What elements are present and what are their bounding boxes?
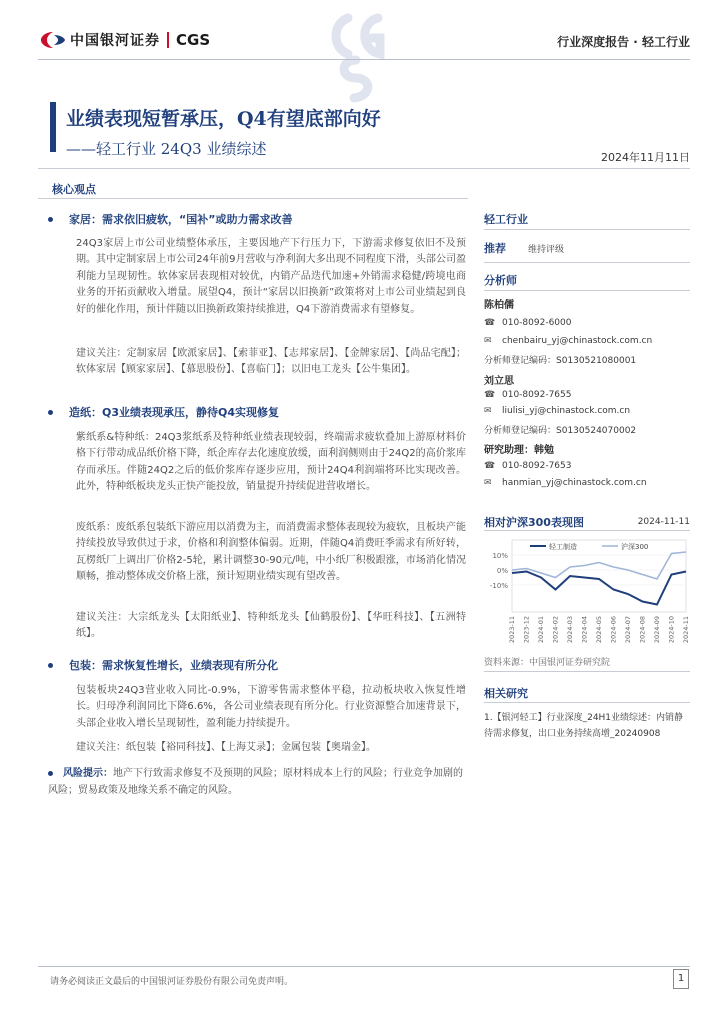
analyst-phone: ☎ 010-8092-6000 bbox=[484, 318, 572, 328]
chart-series-line-csi300 bbox=[512, 552, 686, 579]
chart-x-tick-label: 2024-11 bbox=[682, 616, 690, 644]
chart-source: 资料来源：中国银河证券研究院 bbox=[484, 658, 611, 668]
chart-x-tick-label: 2024-01 bbox=[537, 616, 545, 644]
cgs-watermark-icon bbox=[318, 8, 408, 104]
chart-x-tick-label: 2024-03 bbox=[566, 616, 574, 644]
sidebar-divider bbox=[484, 290, 690, 291]
brand-name-en: CGS bbox=[176, 31, 211, 49]
paragraph-home-summary: 24Q3家居上市公司业绩整体承压，主要因地产下行压力下，下游需求修复依旧不及预期。其中定制家居上市公司24年前9月营收与净利润大多出现不同程度下滑，头部公司盈利能力呈现韧性。软体家居表现相对较优，内销产品迭代加速+外销需求稳健/跨境电商业务的开拓贡献收入增量。展望Q4，预计“家居以旧换新”政策将对上市公司业绩起到良好的催化作用，预计伴随以旧换新政策持续推进，Q4下游消费需求有望修复。 bbox=[76, 238, 466, 315]
assistant-name: 研究助理：韩勉 bbox=[484, 445, 554, 456]
chart-x-tick-label: 2023-12 bbox=[522, 616, 531, 644]
bullet-icon bbox=[48, 217, 53, 222]
phone-icon: ☎ bbox=[484, 461, 496, 471]
paragraph-packaging-summary: 包装板块24Q3营业收入同比-0.9%，下游零售需求整体平稳，拉动板块收入恢复性增长。归母净利润同比下降6.6%，各公司业绩表现有所分化。行业资源整合加速背景下，头部企业收入增长呈现韧性，盈利能力持续提升。 bbox=[76, 685, 466, 729]
report-title: 业绩表现短暂承压，Q4有望底部向好 bbox=[66, 108, 381, 130]
sidebar-divider bbox=[484, 671, 690, 672]
title-accent-bar bbox=[50, 102, 56, 152]
brand-divider bbox=[167, 32, 169, 48]
rating-row bbox=[484, 240, 690, 256]
core-divider bbox=[38, 198, 468, 199]
chart-y-tick-label: 0% bbox=[496, 567, 508, 575]
industry-label: 轻工行业 bbox=[484, 213, 528, 226]
section-heading-packaging: 包装：需求恢复性增长，业绩表现有所分化 bbox=[48, 657, 278, 673]
chart-title: 相对沪深300表现图 bbox=[484, 516, 584, 529]
chart-x-tick-label: 2024-04 bbox=[580, 616, 589, 644]
email-icon: ✉ bbox=[484, 336, 492, 346]
risk-label: 风险提示： bbox=[63, 768, 113, 779]
sidebar-divider bbox=[484, 702, 690, 703]
sidebar-divider bbox=[484, 262, 690, 263]
chart-date: 2024-11-11 bbox=[637, 517, 690, 527]
paragraph-paper-picks: 建议关注：大宗纸龙头【太阳纸业】、特种纸龙头【仙鹤股份】、【华旺科技】、【五洲特纸】。 bbox=[76, 612, 466, 640]
analyst-name: 陈柏儒 bbox=[484, 300, 514, 311]
bullet-icon bbox=[48, 410, 53, 415]
sidebar-divider bbox=[484, 229, 690, 230]
analyst-cert: 分析师登记编码：S0130521080001 bbox=[484, 356, 637, 366]
report-subtitle: ——轻工行业 24Q3 业绩综述 bbox=[66, 140, 267, 158]
paragraph-home-picks: 建议关注：定制家居【欧派家居】、【索菲亚】、【志邦家居】、【金牌家居】、【尚品宅配】；软体家居【顾家家居】、【慕思股份】、【喜临门】；以旧电工龙头【公牛集团】。 bbox=[76, 348, 466, 376]
analyst-name: 刘立思 bbox=[484, 376, 514, 387]
assistant-email[interactable]: ✉ hanmian_yj@chinastock.com.cn bbox=[484, 478, 647, 488]
chart-x-tick-label: 2024-08 bbox=[638, 616, 647, 644]
phone-icon: ☎ bbox=[484, 390, 496, 400]
analyst-cert: 分析师登记编码：S0130524070002 bbox=[484, 426, 637, 436]
footer-disclaimer: 请务必阅读正文最后的中国银河证券股份有限公司免责声明。 bbox=[50, 977, 294, 987]
analyst-label: 分析师 bbox=[484, 274, 517, 287]
core-views-label: 核心观点 bbox=[52, 183, 96, 196]
rating-label: 推荐 bbox=[484, 242, 506, 255]
chart-header bbox=[484, 514, 690, 530]
analyst-email[interactable]: ✉ liulisi_yj@chinastock.com.cn bbox=[484, 406, 631, 416]
section-heading-paper: 造纸：Q3业绩表现承压，静待Q4实现修复 bbox=[48, 404, 279, 420]
phone-icon: ☎ bbox=[484, 318, 496, 328]
bullet-icon bbox=[48, 663, 53, 668]
brand-logo bbox=[40, 30, 210, 50]
email-icon: ✉ bbox=[484, 478, 492, 488]
email-icon: ✉ bbox=[484, 406, 492, 416]
related-research-label: 相关研究 bbox=[484, 687, 528, 700]
chart-x-tick-label: 2023-11 bbox=[508, 616, 516, 644]
rating-value: 维持评级 bbox=[528, 244, 565, 255]
title-divider bbox=[38, 168, 690, 169]
chart-x-tick-label: 2024-05 bbox=[595, 616, 603, 644]
chart-x-tick-label: 2024-06 bbox=[609, 616, 618, 644]
paragraph-paper-pulp: 紫纸系&特种纸：24Q3浆纸系及特种纸业绩表现较弱，终端需求疲软叠加上游原材料价格下行带动成品纸价格下降，纸企库存去化速度放缓，面利润侧则由于24Q2的高价浆库存而承压。伴随24Q2之后的低价浆库存逐步应用，预计24Q4利润端将环比实现改善。此外，特种纸板块龙头正快产能投放，销量提升持续促进营收增长。 bbox=[76, 432, 466, 493]
cgs-logo-icon bbox=[40, 31, 66, 49]
chart-y-tick-label: -10% bbox=[489, 582, 508, 590]
assistant-phone: ☎ 010-8092-7653 bbox=[484, 461, 572, 471]
chart-legend-label: 沪深300 bbox=[621, 543, 649, 551]
header-divider bbox=[38, 59, 690, 60]
bullet-icon bbox=[48, 771, 53, 776]
sidebar-divider bbox=[484, 530, 690, 531]
chart-x-tick-label: 2024-02 bbox=[551, 616, 560, 644]
analyst-email[interactable]: ✉ chenbairu_yj@chinastock.com.cn bbox=[484, 336, 653, 346]
paragraph-packaging-picks: 建议关注：纸包装【裕同科技】、【上海艾录】；金属包装【奥瑞金】。 bbox=[76, 742, 376, 753]
related-research-item[interactable]: 1.【银河轻工】行业深度_24H1业绩综述：内销静待需求修复，出口业务持续高增_20240908 bbox=[484, 713, 684, 739]
chart-y-tick-label: 10% bbox=[492, 552, 508, 560]
report-date: 2024年11月11日 bbox=[601, 151, 690, 164]
analyst-phone: ☎ 010-8092-7655 bbox=[484, 390, 572, 400]
chart-legend-label: 轻工制造 bbox=[549, 543, 577, 551]
chart-x-tick-label: 2024-07 bbox=[624, 616, 632, 644]
relative-performance-chart bbox=[482, 534, 692, 656]
brand-name-cn: 中国银河证券 bbox=[70, 33, 160, 49]
page-number: 1 bbox=[673, 969, 689, 989]
risk-warning bbox=[48, 765, 468, 799]
section-heading-home: 家居：需求依旧疲软，“国补”或助力需求改善 bbox=[48, 211, 292, 227]
chart-x-tick-label: 2024-10 bbox=[667, 616, 676, 644]
paragraph-paper-waste: 废纸系：废纸系包装纸下游应用以消费为主，而消费需求整体表现较为疲软，且板块产能持续投放导致供过于求，价格和利润整体偏弱。近期，伴随Q4消费旺季需求有所好转，瓦楞纸厂上调出厂价格2-5轮，累计调整30-90元/吨，中小纸厂积极跟涨，市场消化情况顺畅，推动整体成交价格上涨，预计短期业绩实现有望改善。 bbox=[76, 522, 466, 583]
chart-x-tick-label: 2024-09 bbox=[653, 616, 661, 644]
risk-text: 地产下行致需求修复不及预期的风险；原材料成本上行的风险；行业竞争加剧的风险；贸易政策及地缘关系不确定的风险。 bbox=[48, 768, 463, 796]
report-type: 行业深度报告 · 轻工行业 bbox=[557, 35, 690, 49]
chart-series-line-light-industry bbox=[512, 572, 686, 605]
footer-divider bbox=[38, 966, 690, 967]
